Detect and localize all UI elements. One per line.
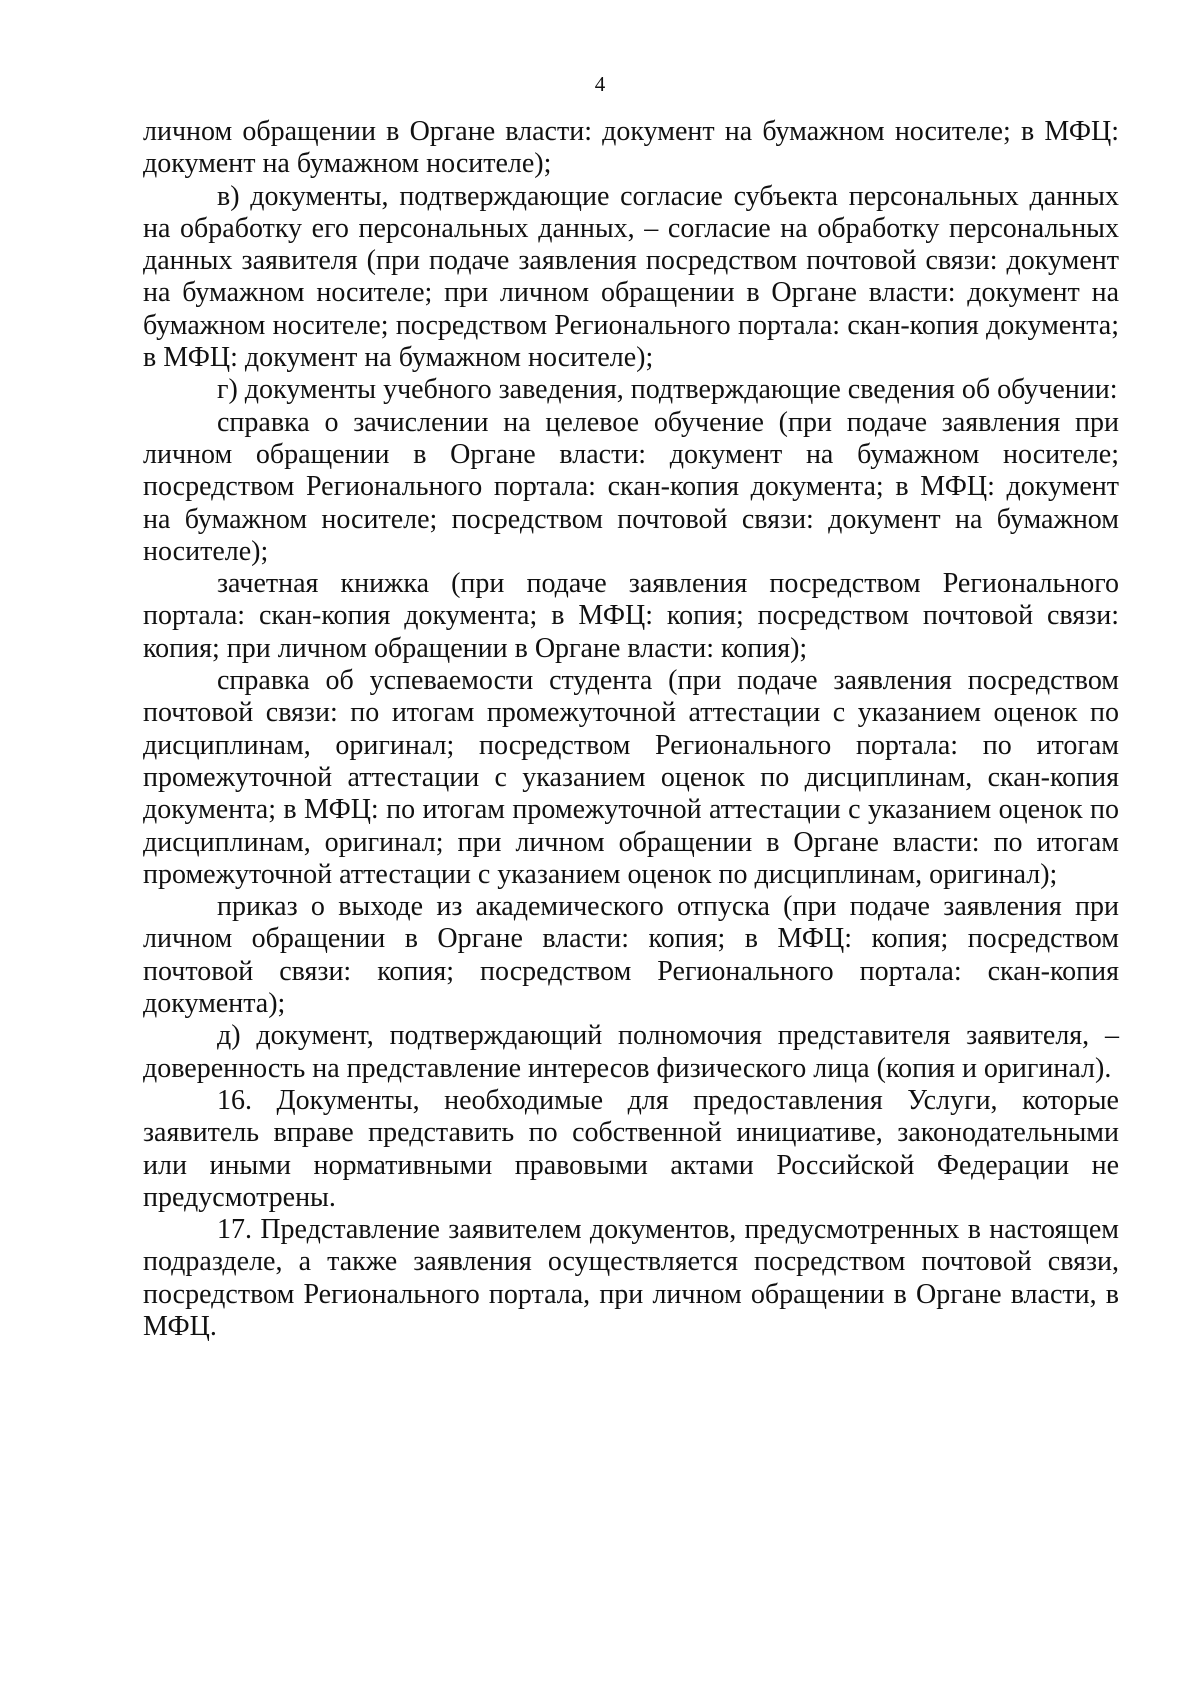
paragraph-enrollment-certificate: справка о зачислении на целевое обучение (при подаче заявления при личном обращении в Органе власти: документ на бумажном носителе; посредством Регионального портала: скан-копия документа; в МФЦ: документ на бумажном носителе; посредством почтовой связи: документ на бумажном носителе); <box>143 406 1119 567</box>
paragraph-clause-16: 16. Документы, необходимые для предоставления Услуги, которые заявитель вправе представить по собственной инициативе, законодательными или иными нормативными правовыми актами Российской Федерации не предусмотрены. <box>143 1084 1119 1213</box>
paragraph-academic-leave-order: приказ о выходе из академического отпуска (при подаче заявления при личном обращении в Органе власти: копия; в МФЦ: копия; посредством почтовой связи: копия; посредством Регионального портала: скан-копия документа); <box>143 891 1119 1020</box>
paragraph-continuation: личном обращении в Органе власти: документ на бумажном носителе; в МФЦ: документ на бумажном носителе); <box>143 116 1119 180</box>
paragraph-item-v-consent: в) документы, подтверждающие согласие субъекта персональных данных на обработку его персональных данных, – согласие на обработку персональных данных заявителя (при подаче заявления посредством почтовой связи: документ на бумажном носителе; при личном обращении в Органе власти: документ на бумажном носителе; посредством Регионального портала: скан-копия документа; в МФЦ: документ на бумажном носителе); <box>143 180 1119 374</box>
document-body <box>143 116 1119 1343</box>
paragraph-academic-performance: справка об успеваемости студента (при подаче заявления посредством почтовой связи: по итогам промежуточной аттестации с указанием оценок по дисциплинам, оригинал; посредством Регионального портала: по итогам промежуточной аттестации с указанием оценок по дисциплинам, скан-копия документа; в МФЦ: по итогам промежуточной аттестации с указанием оценок по дисциплинам, оригинал; при личном обращении в Органе власти: по итогам промежуточной аттестации с указанием оценок по дисциплинам, оригинал); <box>143 665 1119 890</box>
page-number: 4 <box>594 72 606 96</box>
paragraph-item-d-power-of-attorney: д) документ, подтверждающий полномочия представителя заявителя, – доверенность на представление интересов физического лица (копия и оригинал). <box>143 1020 1119 1084</box>
paragraph-clause-17: 17. Представление заявителем документов, предусмотренных в настоящем подразделе, а также заявления осуществляется посредством почтовой связи, посредством Регионального портала, при личном обращении в Органе власти, в МФЦ. <box>143 1214 1119 1342</box>
paragraph-record-book: зачетная книжка (при подаче заявления посредством Регионального портала: скан-копия документа; в МФЦ: копия; посредством почтовой связи: копия; при личном обращении в Органе власти: копия); <box>143 568 1119 664</box>
paragraph-item-g-education: г) документы учебного заведения, подтверждающие сведения об обучении: <box>217 374 1118 406</box>
